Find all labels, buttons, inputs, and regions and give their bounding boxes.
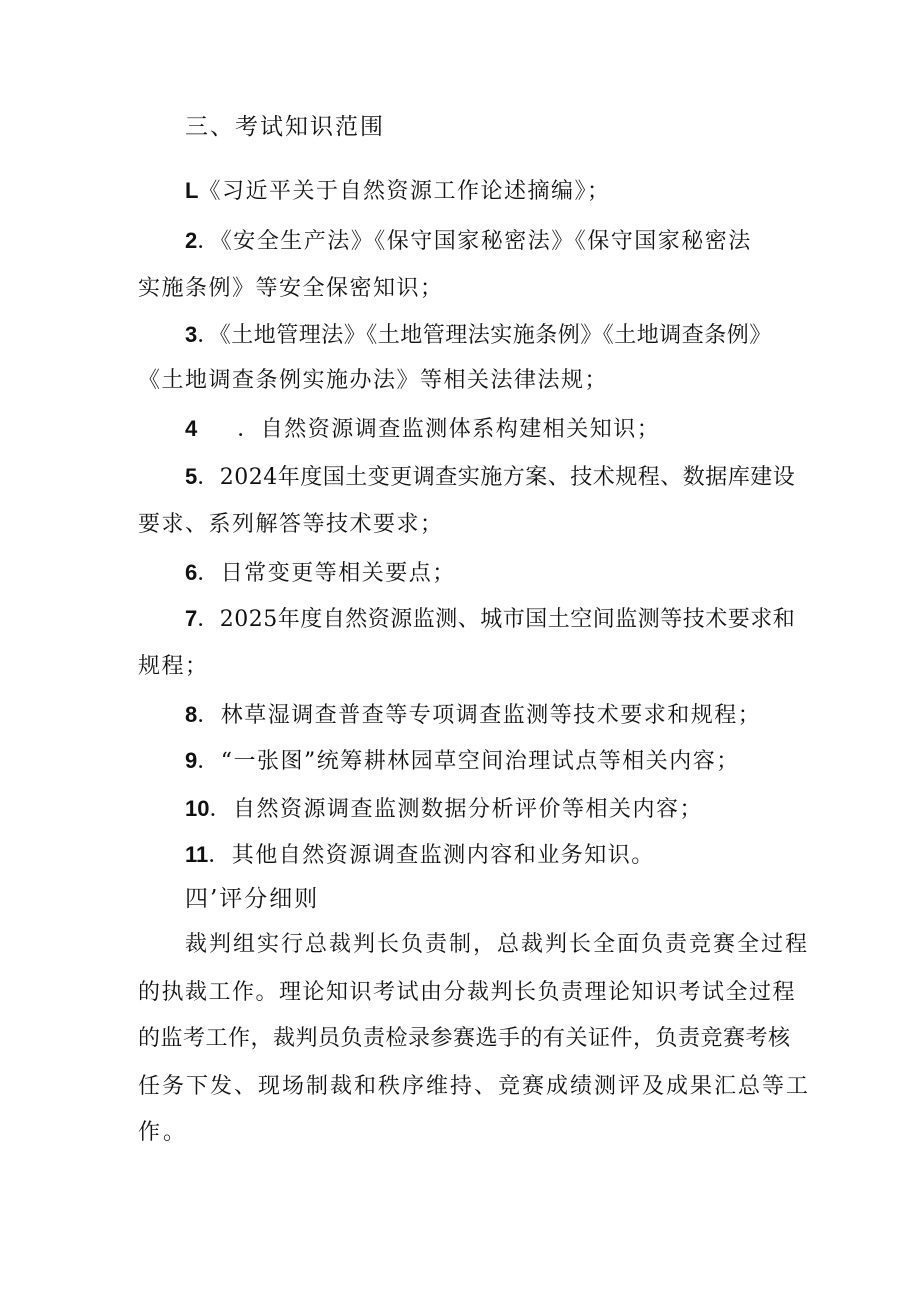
item-text: ．自然资源调查监测体系构建相关知识； <box>237 417 661 442</box>
list-item-5-continuation: 要求、系列解答等技术要求； <box>138 512 444 537</box>
list-item-9 <box>185 746 740 777</box>
item-text: ．林草湿调查普查等专项调查监测等技术要求和规程； <box>197 703 762 728</box>
paragraph-line-4: 任务下发、现场制裁和秩序维持、竞赛成绩测评及成果汇总等工 <box>138 1074 811 1099</box>
list-item-2-continuation: 实施条例》等安全保密知识； <box>138 276 444 301</box>
list-item-4 <box>185 414 660 445</box>
item-number: 11 <box>185 842 209 867</box>
item-text: ．日常变更等相关要点； <box>197 561 456 586</box>
item-number: 7 <box>185 606 198 631</box>
item-text: ．“一张图”统筹耕林园草空间治理试点等相关内容； <box>197 749 740 774</box>
item-number: 6 <box>185 560 198 585</box>
paragraph-line-1: 裁判组实行总裁判长负责制，总裁判长全面负责竞赛全过程 <box>185 932 810 957</box>
paragraph-line-3: 的监考工作，裁判员负责检录参赛选手的有关证件，负责竞赛考核 <box>138 1026 791 1051</box>
item-text: ．2024年度国土变更调查实施方案、技术规程、数据库建设 <box>197 465 796 490</box>
list-item-11 <box>185 840 655 871</box>
item-text: ．《土地管理法》《土地管理法实施条例》《土地调查条例》 <box>197 323 772 348</box>
item-number: 10 <box>185 796 210 821</box>
item-number: L <box>185 178 199 203</box>
item-text: ．《安全生产法》《保守国家秘密法》《保守国家秘密法 <box>197 229 752 254</box>
item-number: 5 <box>185 464 198 489</box>
section-3-heading: 三、考试知识范围 <box>185 114 385 140</box>
item-number: 2 <box>185 228 198 253</box>
list-item-8 <box>185 700 761 731</box>
paragraph-line-5: 作。 <box>138 1120 189 1145</box>
list-item-6 <box>185 558 456 589</box>
item-text: ．2025年度自然资源监测、城市国土空间监测等技术要求和 <box>197 607 796 632</box>
item-number: 9 <box>185 748 198 773</box>
item-text: ．其他自然资源调查监测内容和业务知识。 <box>208 843 655 868</box>
list-item-3 <box>185 320 772 351</box>
list-item-5 <box>185 462 795 493</box>
item-number: 8 <box>185 702 198 727</box>
item-text: ．自然资源调查监测数据分析评价等相关内容； <box>209 797 703 822</box>
list-item-7 <box>185 604 795 635</box>
list-item-1 <box>185 176 610 207</box>
section-4-heading: 四’评分细则 <box>185 886 320 912</box>
list-item-3-continuation: 《土地调查条例实施办法》等相关法律法规； <box>138 368 609 393</box>
item-text: 《习近平关于自然资源工作论述摘编》； <box>198 179 611 204</box>
list-item-7-continuation: 规程； <box>138 654 209 679</box>
list-item-10 <box>185 794 703 825</box>
item-number: 4 <box>185 416 198 441</box>
item-number: 3 <box>185 322 198 347</box>
list-item-2 <box>185 226 752 257</box>
paragraph-line-2: 的执裁工作。理论知识考试由分裁判长负责理论知识考试全过程 <box>138 980 797 1005</box>
